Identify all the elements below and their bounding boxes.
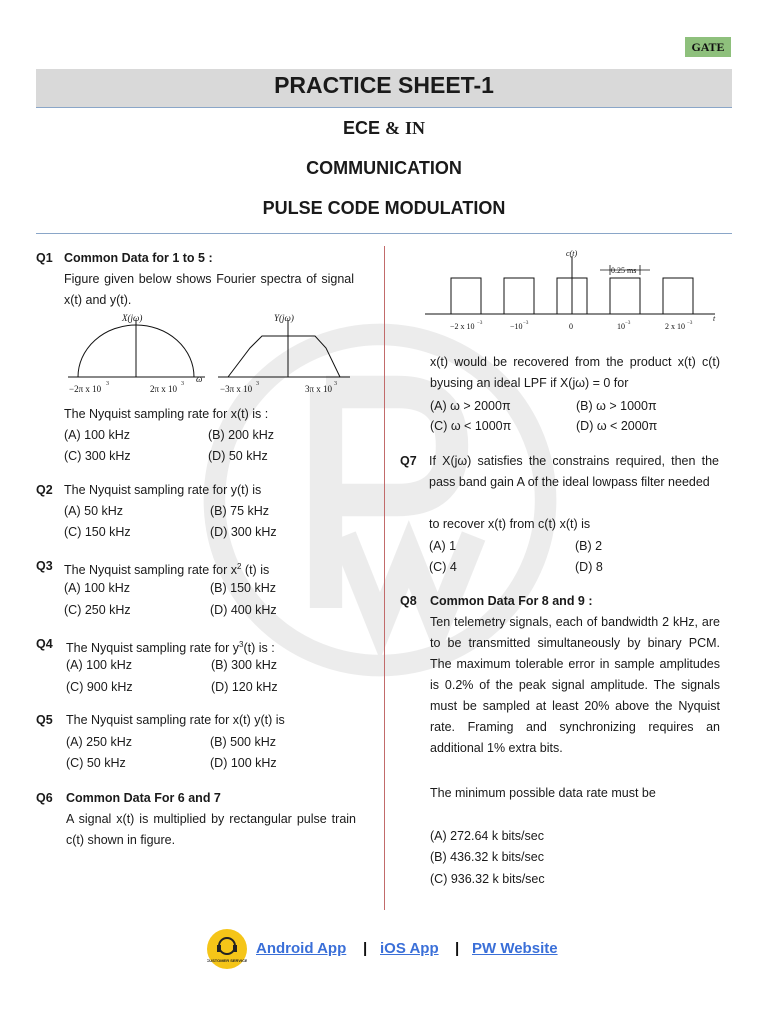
subject-amp: &	[385, 118, 400, 138]
q4-option-c[interactable]: (C) 900 kHz	[66, 680, 133, 694]
q3-stem-sup: 2	[237, 562, 242, 571]
q6-option-a[interactable]: (A) ω > 2000π	[430, 399, 511, 413]
q2-option-c[interactable]: (C) 150 kHz	[64, 525, 131, 539]
header-divider	[36, 233, 732, 234]
fig-c-label: c(t)	[566, 249, 578, 258]
q6-heading: Common Data For 6 and 7	[66, 791, 221, 805]
fig-tick-4: 10	[617, 322, 625, 331]
q5-number: Q5	[36, 713, 53, 727]
q3-number: Q3	[36, 559, 53, 573]
fig-x-right-tick: 2π x 10	[150, 384, 178, 394]
q2-option-d[interactable]: (D) 300 kHz	[210, 525, 277, 539]
customer-service-icon	[207, 929, 247, 969]
q8-text: Ten telemetry signals, each of bandwidth 2 kHz, are to be transmitted simultaneously by binary PCM. The maximum tolerable error in sample amplitudes is 0.2% of the peak signal amplitude. The signals must be sampled at least 20% above the Nyquist rate. Framing and synchronizing requires an additional 1% extra bits.	[430, 615, 720, 755]
fig-tick-5: 2 x 10	[665, 322, 685, 331]
subject-line	[36, 118, 732, 139]
ios-app-link[interactable]: iOS App	[380, 940, 439, 957]
q2-stem: The Nyquist sampling rate for y(t) is	[64, 483, 262, 497]
q2-option-b[interactable]: (B) 75 kHz	[210, 504, 270, 518]
q7-text-2: to recover x(t) from c(t) x(t) is	[429, 517, 591, 531]
q6-pulse-train-figure	[425, 246, 725, 338]
subject-in: IN	[405, 118, 426, 138]
q2-number: Q2	[36, 483, 53, 497]
q1-option-b[interactable]: (B) 200 kHz	[208, 428, 274, 442]
q1-spectra-figure	[60, 312, 360, 400]
fig-y-left-exp: 3	[256, 381, 259, 387]
q3-stem-b: (t) is	[241, 563, 270, 578]
q7-text: If X(jω) satisfies the constrains required, then the pass band gain A of the ideal lowpass filter needed	[429, 454, 719, 489]
fig-x-omega: ω	[196, 374, 203, 384]
fig-tick-5-exp: −3	[687, 321, 693, 326]
q6-continuation: x(t) would be recovered from the product x(t) c(t) byusing an ideal LPF if X(jω) = 0 for	[430, 355, 720, 390]
fig-y-right-exp: 3	[334, 381, 337, 387]
q7-option-d[interactable]: (D) 8	[575, 560, 603, 574]
fig-x-left-tick: −2π x 10	[69, 384, 102, 394]
q6-option-d[interactable]: (D) ω < 2000π	[576, 419, 658, 433]
q6-text: A signal x(t) is multiplied by rectangular pulse train c(t) shown in figure.	[66, 812, 356, 847]
topic-title: COMMUNICATION	[306, 158, 462, 178]
android-app-link[interactable]: Android App	[256, 940, 347, 957]
fig-tick-2: −10	[510, 322, 523, 331]
customer-service-icon-text: CUSTOMER SERVICE	[207, 958, 247, 963]
q7-option-c[interactable]: (C) 4	[429, 560, 457, 574]
fig-y-label: Y(jω)	[274, 313, 294, 323]
q6-option-c[interactable]: (C) ω < 1000π	[430, 419, 512, 433]
q6-option-b[interactable]: (B) ω > 1000π	[576, 399, 657, 413]
q3-option-d[interactable]: (D) 400 kHz	[210, 603, 277, 617]
fig-y-right-tick: 3π x 10	[305, 384, 333, 394]
column-divider	[384, 246, 385, 910]
q4-number: Q4	[36, 637, 53, 651]
q1-number: Q1	[36, 251, 53, 265]
q4-stem-a: The Nyquist sampling rate for y	[66, 641, 239, 656]
q6-number: Q6	[36, 791, 53, 805]
q7-option-b[interactable]: (B) 2	[575, 539, 603, 553]
q8-option-a[interactable]: (A) 272.64 k bits/sec	[430, 829, 544, 843]
q8-number: Q8	[400, 594, 417, 608]
q4-option-a[interactable]: (A) 100 kHz	[66, 658, 132, 672]
q1-heading: Common Data for 1 to 5 :	[64, 251, 213, 265]
gate-badge: GATE	[685, 37, 731, 57]
q4-option-b[interactable]: (B) 300 kHz	[211, 658, 277, 672]
fig-t-label: t	[713, 314, 716, 323]
q5-stem: The Nyquist sampling rate for x(t) y(t) is	[66, 713, 285, 727]
q8-stem: The minimum possible data rate must be	[430, 786, 656, 800]
fig-x-left-exp: 3	[106, 381, 109, 387]
q1-option-c[interactable]: (C) 300 kHz	[64, 449, 131, 463]
fig-y-left-tick: −3π x 10	[220, 384, 253, 394]
q3-option-c[interactable]: (C) 250 kHz	[64, 603, 131, 617]
pw-website-link[interactable]: PW Website	[472, 940, 558, 957]
fig-width-label: 0.25 ms	[611, 266, 637, 275]
q4-stem-b: (t) is :	[243, 641, 275, 656]
q7-option-a[interactable]: (A) 1	[429, 539, 457, 553]
footer-links	[0, 926, 768, 972]
q5-option-b[interactable]: (B) 500 kHz	[210, 735, 276, 749]
q2-option-a[interactable]: (A) 50 kHz	[64, 504, 124, 518]
q7-number: Q7	[400, 454, 417, 468]
page-title: PRACTICE SHEET-1	[274, 72, 494, 98]
fig-tick-1-exp: −3	[477, 321, 483, 326]
q1-option-a[interactable]: (A) 100 kHz	[64, 428, 130, 442]
q5-option-d[interactable]: (D) 100 kHz	[210, 756, 277, 770]
q3-stem-a: The Nyquist sampling rate for x	[64, 563, 237, 578]
q4-stem-sup: 3	[239, 640, 244, 649]
q4-option-d[interactable]: (D) 120 kHz	[211, 680, 278, 694]
fig-tick-2-exp: −3	[523, 321, 529, 326]
q5-option-a[interactable]: (A) 250 kHz	[66, 735, 132, 749]
q3-option-b[interactable]: (B) 150 kHz	[210, 581, 276, 595]
q1-option-d[interactable]: (D) 50 kHz	[208, 449, 268, 463]
fig-tick-1: −2 x 10	[450, 322, 475, 331]
q1-stem: The Nyquist sampling rate for x(t) is :	[64, 407, 269, 421]
fig-x-right-exp: 3	[181, 381, 184, 387]
footer-separator-1: |	[363, 940, 368, 957]
q8-heading: Common Data For 8 and 9 :	[430, 594, 593, 608]
q5-option-c[interactable]: (C) 50 kHz	[66, 756, 126, 770]
q8-option-b[interactable]: (B) 436.32 k bits/sec	[430, 850, 544, 864]
fig-tick-3: 0	[569, 322, 573, 331]
chapter-title: PULSE CODE MODULATION	[262, 198, 506, 218]
fig-tick-4-exp: −3	[625, 321, 631, 326]
subject-ece: ECE	[342, 118, 380, 138]
footer-separator-2: |	[455, 940, 460, 957]
q1-text: Figure given below shows Fourier spectra of signal x(t) and y(t).	[64, 272, 354, 307]
q3-option-a[interactable]: (A) 100 kHz	[64, 581, 130, 595]
fig-x-label: X(jω)	[122, 313, 143, 323]
q8-option-c[interactable]: (C) 936.32 k bits/sec	[430, 872, 545, 886]
